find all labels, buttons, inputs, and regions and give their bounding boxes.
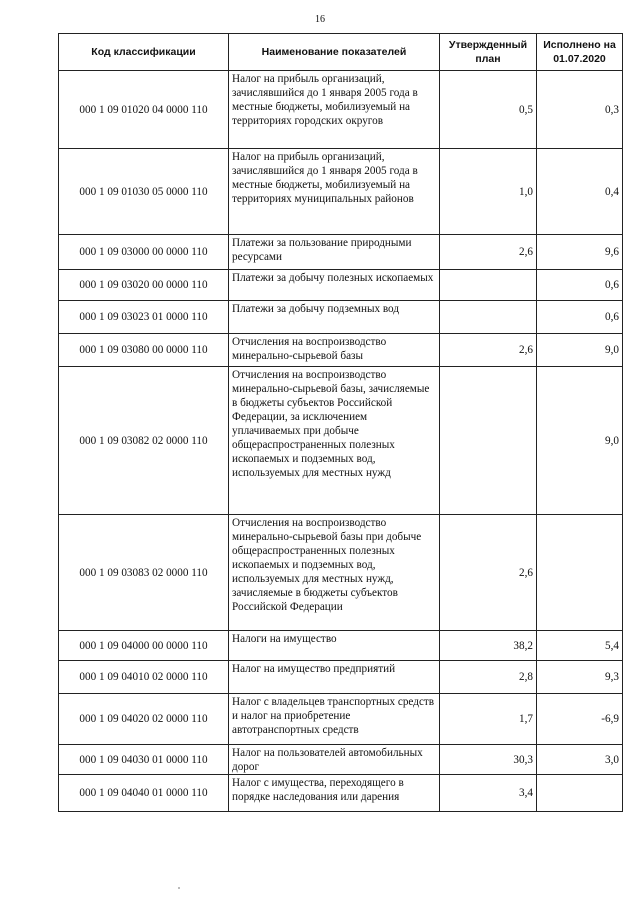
row-plan: 2,6 bbox=[440, 235, 537, 270]
row-code: 000 1 09 03000 00 0000 110 bbox=[59, 235, 229, 270]
row-code: 000 1 09 04000 00 0000 110 bbox=[59, 631, 229, 661]
table-row bbox=[59, 775, 623, 812]
row-code: 000 1 09 03082 02 0000 110 bbox=[59, 367, 229, 515]
table-row bbox=[59, 334, 623, 367]
row-executed: 9,3 bbox=[537, 661, 623, 694]
row-name: Отчисления на воспроизводство минерально-сырьевой базы при добыче общераспространенных полезных ископаемых и подземных вод, используемых для местных нужд, зачисляемые в бюджеты субъектов Российской Федерации bbox=[229, 515, 440, 631]
row-plan bbox=[440, 270, 537, 301]
row-code: 000 1 09 04010 02 0000 110 bbox=[59, 661, 229, 694]
table-header-row bbox=[59, 34, 623, 71]
row-executed: 0,6 bbox=[537, 301, 623, 334]
row-code: 000 1 09 04030 01 0000 110 bbox=[59, 745, 229, 775]
header-plan: Утвержденный план bbox=[440, 34, 537, 71]
header-code: Код классификации bbox=[59, 34, 229, 71]
row-code: 000 1 09 03023 01 0000 110 bbox=[59, 301, 229, 334]
row-name: Платежи за добычу полезных ископаемых bbox=[229, 270, 440, 301]
row-executed: 0,3 bbox=[537, 71, 623, 149]
row-executed: 3,0 bbox=[537, 745, 623, 775]
row-plan bbox=[440, 301, 537, 334]
row-code: 000 1 09 03020 00 0000 110 bbox=[59, 270, 229, 301]
row-code: 000 1 09 01030 05 0000 110 bbox=[59, 149, 229, 235]
table-row bbox=[59, 270, 623, 301]
row-code: 000 1 09 01020 04 0000 110 bbox=[59, 71, 229, 149]
row-plan: 0,5 bbox=[440, 71, 537, 149]
row-code: 000 1 09 03083 02 0000 110 bbox=[59, 515, 229, 631]
row-name: Платежи за пользование природными ресурсами bbox=[229, 235, 440, 270]
row-name: Налог на имущество предприятий bbox=[229, 661, 440, 694]
scan-speck bbox=[178, 887, 180, 889]
row-executed: 5,4 bbox=[537, 631, 623, 661]
row-executed: 9,0 bbox=[537, 334, 623, 367]
table-row bbox=[59, 367, 623, 515]
row-plan: 2,8 bbox=[440, 661, 537, 694]
header-name: Наименование показателей bbox=[229, 34, 440, 71]
table-row bbox=[59, 149, 623, 235]
row-executed: -6,9 bbox=[537, 694, 623, 745]
row-executed: 9,0 bbox=[537, 367, 623, 515]
table-row bbox=[59, 235, 623, 270]
page-number: 16 bbox=[315, 14, 325, 25]
row-name: Налоги на имущество bbox=[229, 631, 440, 661]
row-name: Отчисления на воспроизводство минерально-сырьевой базы bbox=[229, 334, 440, 367]
row-code: 000 1 09 03080 00 0000 110 bbox=[59, 334, 229, 367]
row-name: Налог с владельцев транспортных средств и налог на приобретение автотранспортных средств bbox=[229, 694, 440, 745]
row-plan: 2,6 bbox=[440, 515, 537, 631]
table-row bbox=[59, 301, 623, 334]
row-name: Налог на пользователей автомобильных дорог bbox=[229, 745, 440, 775]
row-name: Налог с имущества, переходящего в порядке наследования или дарения bbox=[229, 775, 440, 812]
table-row bbox=[59, 661, 623, 694]
row-plan: 3,4 bbox=[440, 775, 537, 812]
row-plan: 1,0 bbox=[440, 149, 537, 235]
table-row bbox=[59, 745, 623, 775]
row-executed: 0,6 bbox=[537, 270, 623, 301]
row-plan: 30,3 bbox=[440, 745, 537, 775]
row-name: Налог на прибыль организаций, зачислявшийся до 1 января 2005 года в местные бюджеты, мобилизуемый на территориях городских округов bbox=[229, 71, 440, 149]
row-name: Платежи за добычу подземных вод bbox=[229, 301, 440, 334]
row-executed bbox=[537, 775, 623, 812]
row-executed bbox=[537, 515, 623, 631]
row-name: Отчисления на воспроизводство минерально-сырьевой базы, зачисляемые в бюджеты субъектов Российской Федерации, за исключением уплачиваемых при добыче общераспространенных полезных ископаемых и подземных вод, используемых для местных нужд bbox=[229, 367, 440, 515]
header-executed: Исполнено на 01.07.2020 bbox=[537, 34, 623, 71]
table-row bbox=[59, 631, 623, 661]
table-row bbox=[59, 71, 623, 149]
row-plan: 38,2 bbox=[440, 631, 537, 661]
row-name: Налог на прибыль организаций, зачислявшийся до 1 января 2005 года в местные бюджеты, мобилизуемый на территориях муниципальных районов bbox=[229, 149, 440, 235]
table-row bbox=[59, 515, 623, 631]
row-code: 000 1 09 04040 01 0000 110 bbox=[59, 775, 229, 812]
row-plan: 2,6 bbox=[440, 334, 537, 367]
row-code: 000 1 09 04020 02 0000 110 bbox=[59, 694, 229, 745]
revenue-table bbox=[58, 33, 623, 812]
row-plan bbox=[440, 367, 537, 515]
table-row bbox=[59, 694, 623, 745]
row-executed: 9,6 bbox=[537, 235, 623, 270]
row-executed: 0,4 bbox=[537, 149, 623, 235]
row-plan: 1,7 bbox=[440, 694, 537, 745]
